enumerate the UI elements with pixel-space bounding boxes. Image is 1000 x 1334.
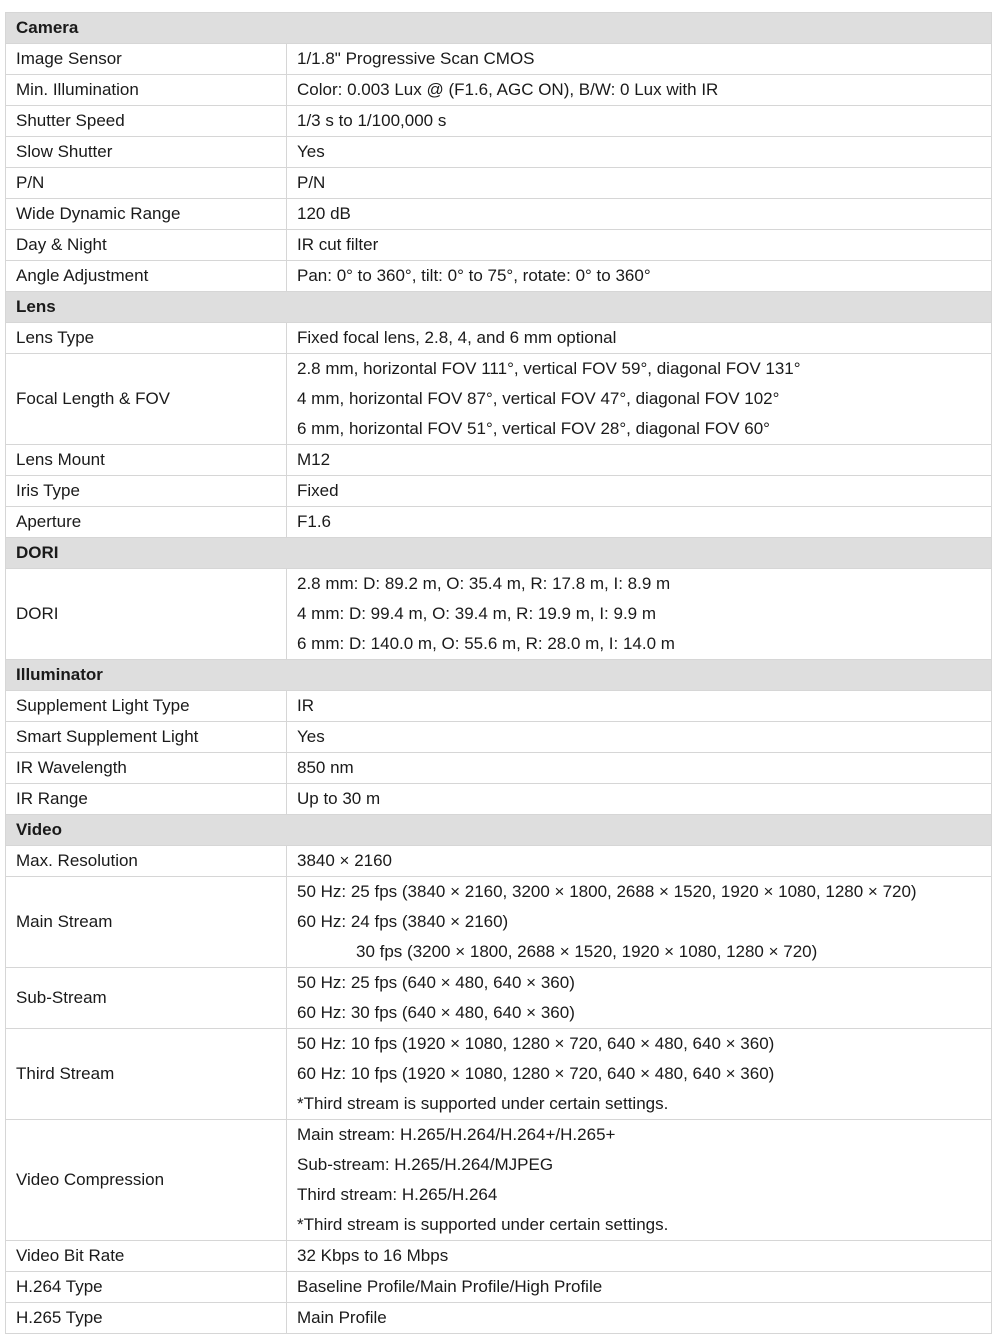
spec-value [287,753,992,784]
section-header-row [6,538,992,569]
spec-value-line: Baseline Profile/Main Profile/High Profile [297,1277,603,1296]
spec-value [287,1241,992,1272]
spec-value [287,1029,992,1120]
spec-row [6,877,992,968]
spec-row [6,137,992,168]
spec-value-line: 6 mm: D: 140.0 m, O: 55.6 m, R: 28.0 m, I: 14.0 m [297,634,675,653]
spec-value-line: P/N [297,173,326,192]
spec-value [287,784,992,815]
spec-label: Focal Length & FOV [6,354,287,445]
spec-label: Min. Illumination [6,75,287,106]
spec-value-line: Main stream: H.265/H.264/H.264+/H.265+ [297,1125,616,1144]
spec-value [287,44,992,75]
section-title: Video [6,815,992,846]
spec-label: H.265 Type [6,1303,287,1334]
spec-row [6,753,992,784]
spec-row [6,968,992,1029]
spec-value-line: 1/3 s to 1/100,000 s [297,111,447,130]
spec-value-line: Color: 0.003 Lux @ (F1.6, AGC ON), B/W: 0 Lux with IR [297,80,719,99]
spec-label: Shutter Speed [6,106,287,137]
spec-value [287,199,992,230]
spec-value-line: *Third stream is supported under certain settings. [297,1215,669,1234]
spec-value-line: M12 [297,450,331,469]
spec-row [6,1303,992,1334]
spec-value-line: Yes [297,727,325,746]
spec-row [6,44,992,75]
spec-label: Image Sensor [6,44,287,75]
spec-value-line: *Third stream is supported under certain settings. [297,1094,669,1113]
spec-value [287,230,992,261]
spec-row [6,230,992,261]
section-header-row [6,660,992,691]
spec-value-line: 3840 × 2160 [297,851,393,870]
spec-value [287,507,992,538]
spec-value-line: Fixed [297,481,339,500]
spec-value [287,691,992,722]
section-header-row [6,13,992,44]
spec-label: Angle Adjustment [6,261,287,292]
spec-row [6,1272,992,1303]
spec-value-line: IR [297,696,314,715]
spec-row [6,569,992,660]
spec-value [287,168,992,199]
spec-label: Supplement Light Type [6,691,287,722]
spec-value-line: 30 fps (3200 × 1800, 2688 × 1520, 1920 × 1080, 1280 × 720) [356,942,818,961]
spec-row [6,691,992,722]
section-title: DORI [6,538,992,569]
spec-value-line: 1/1.8" Progressive Scan CMOS [297,49,535,68]
spec-value-line: 60 Hz: 30 fps (640 × 480, 640 × 360) [297,1003,575,1022]
spec-value [287,354,992,445]
section-header-row [6,815,992,846]
spec-value [287,445,992,476]
spec-row [6,168,992,199]
spec-value-line: Sub-stream: H.265/H.264/MJPEG [297,1155,554,1174]
spec-label: Third Stream [6,1029,287,1120]
spec-value-line: 60 Hz: 24 fps (3840 × 2160) [297,912,509,931]
section-title: Lens [6,292,992,323]
spec-row [6,445,992,476]
spec-label: Video Compression [6,1120,287,1241]
spec-value-line: Third stream: H.265/H.264 [297,1185,498,1204]
spec-row [6,476,992,507]
spec-value-line: 50 Hz: 25 fps (3840 × 2160, 3200 × 1800, 2688 × 1520, 1920 × 1080, 1280 × 720) [297,882,917,901]
spec-label: H.264 Type [6,1272,287,1303]
spec-value [287,476,992,507]
spec-label: Aperture [6,507,287,538]
section-header-row [6,292,992,323]
spec-row [6,1241,992,1272]
spec-row [6,106,992,137]
spec-value-line: Fixed focal lens, 2.8, 4, and 6 mm optional [297,328,617,347]
spec-table-body [6,13,992,1334]
spec-value-line: 50 Hz: 25 fps (640 × 480, 640 × 360) [297,973,575,992]
spec-value [287,846,992,877]
spec-value-line: 60 Hz: 10 fps (1920 × 1080, 1280 × 720, 640 × 480, 640 × 360) [297,1064,775,1083]
spec-label: IR Wavelength [6,753,287,784]
section-title: Illuminator [6,660,992,691]
spec-value-line: Up to 30 m [297,789,381,808]
spec-label: Wide Dynamic Range [6,199,287,230]
spec-value-line: Main Profile [297,1308,387,1327]
spec-label: Day & Night [6,230,287,261]
spec-row [6,354,992,445]
spec-value-line: 6 mm, horizontal FOV 51°, vertical FOV 28°, diagonal FOV 60° [297,419,770,438]
spec-value-line: 850 nm [297,758,354,777]
spec-row [6,846,992,877]
section-title: Camera [6,13,992,44]
spec-label: IR Range [6,784,287,815]
spec-value-line: 4 mm, horizontal FOV 87°, vertical FOV 47°, diagonal FOV 102° [297,389,780,408]
spec-value-line: 50 Hz: 10 fps (1920 × 1080, 1280 × 720, 640 × 480, 640 × 360) [297,1034,775,1053]
spec-value [287,75,992,106]
spec-value [287,1120,992,1241]
spec-value [287,137,992,168]
spec-value [287,569,992,660]
spec-label: DORI [6,569,287,660]
spec-value [287,323,992,354]
spec-row [6,507,992,538]
spec-value [287,722,992,753]
spec-row [6,199,992,230]
spec-label: Lens Mount [6,445,287,476]
spec-row [6,722,992,753]
spec-row [6,323,992,354]
spec-row [6,261,992,292]
spec-label: Iris Type [6,476,287,507]
spec-value-line: 120 dB [297,204,351,223]
spec-value-line: Pan: 0° to 360°, tilt: 0° to 75°, rotate: 0° to 360° [297,266,651,285]
spec-value-line: Yes [297,142,325,161]
spec-value [287,1272,992,1303]
spec-value-line: F1.6 [297,512,332,531]
spec-label: Slow Shutter [6,137,287,168]
spec-value-line: 2.8 mm: D: 89.2 m, O: 35.4 m, R: 17.8 m, I: 8.9 m [297,574,671,593]
spec-value [287,877,992,968]
spec-label: Video Bit Rate [6,1241,287,1272]
spec-row [6,75,992,106]
spec-value-line: IR cut filter [297,235,379,254]
spec-value [287,106,992,137]
spec-value-line: 32 Kbps to 16 Mbps [297,1246,449,1265]
spec-label: Max. Resolution [6,846,287,877]
spec-value [287,261,992,292]
spec-row [6,1120,992,1241]
spec-label: P/N [6,168,287,199]
spec-label: Main Stream [6,877,287,968]
spec-label: Lens Type [6,323,287,354]
spec-row [6,1029,992,1120]
spec-row [6,784,992,815]
spec-value-line: 2.8 mm, horizontal FOV 111°, vertical FOV 59°, diagonal FOV 131° [297,359,801,378]
spec-value [287,1303,992,1334]
spec-value-line: 4 mm: D: 99.4 m, O: 39.4 m, R: 19.9 m, I: 9.9 m [297,604,657,623]
spec-table [5,12,992,1334]
spec-label: Smart Supplement Light [6,722,287,753]
spec-value [287,968,992,1029]
spec-label: Sub-Stream [6,968,287,1029]
